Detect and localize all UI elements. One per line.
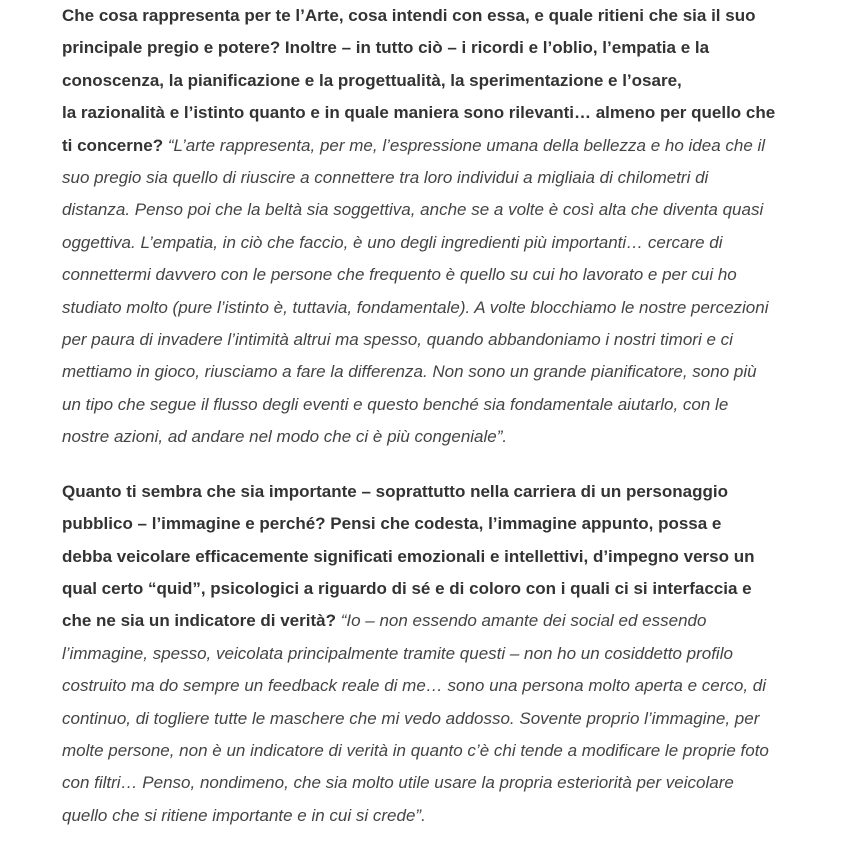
question-text: Che cosa rappresenta per te l’Arte, cosa intendi con essa, e quale ritieni che sia il suo xyxy=(62,6,756,25)
answer-text: molte persone, non è un indicatore di verità in quanto c’è chi tende a modificare le proprie foto xyxy=(62,740,769,760)
text-line xyxy=(62,638,822,670)
text-line xyxy=(62,356,822,388)
text-line xyxy=(62,389,822,421)
answer-text: per paura di invadere l’intimità altrui ma spesso, quando abbandoniamo i nostri timori e ci xyxy=(62,330,733,350)
question-text: pubblico – l’immagine e perché? Pensi che codesta, l’immagine appunto, possa e xyxy=(62,514,722,534)
question-text: debba veicolare efficacemente significati emozionali e intellettivi, d’impegno verso un xyxy=(62,546,755,566)
answer-text: nostre azioni, ad andare nel modo che ci è più congeniale”. xyxy=(62,427,508,447)
answer-text: mettiamo in gioco, riusciamo a fare la differenza. Non sono un grande pianificatore, sono più xyxy=(62,362,757,382)
text-line xyxy=(62,162,822,194)
question-text: qual certo “quid”, psicologici a riguardo di sé e di coloro con i quali ci si interfaccia e xyxy=(62,578,752,598)
answer-text: “Io – non essendo amante dei social ed essendo xyxy=(340,611,707,631)
text-line xyxy=(62,194,822,226)
text-line xyxy=(62,324,822,356)
text-line xyxy=(62,130,822,162)
question-text: principale pregio e potere? Inoltre – in tutto ciò – i ricordi e l’oblio, l’empatia e la xyxy=(62,38,710,58)
answer-text: studiato molto (pure l’istinto è, tuttavia, fondamentale). A volte blocchiamo le nostre percezioni xyxy=(62,297,769,317)
text-line xyxy=(62,421,822,453)
qa-block-image xyxy=(62,476,822,832)
text-line xyxy=(62,292,822,324)
text-line xyxy=(62,800,822,832)
text-line xyxy=(62,703,822,735)
answer-text: oggettiva. L’empatia, in ciò che faccio, è uno degli ingredienti più importanti… cercare di xyxy=(62,232,723,252)
text-line xyxy=(62,670,822,702)
text-line xyxy=(62,97,822,129)
text-line xyxy=(62,32,822,64)
text-line xyxy=(62,65,822,97)
answer-text: continuo, di togliere tutte le maschere che mi vedo addosso. Sovente proprio l’immagine, per xyxy=(62,708,760,728)
qa-block-art xyxy=(62,0,822,454)
question-text: ti concerne? xyxy=(62,135,168,155)
text-line xyxy=(62,573,822,605)
text-line xyxy=(62,227,822,259)
answer-text: “L’arte rappresenta, per me, l’espressione umana della bellezza e ho idea che il xyxy=(167,135,766,155)
interview-article xyxy=(62,0,822,854)
answer-text: costruito ma do sempre un feedback reale di me… sono una persona molto aperta e cerco, di xyxy=(62,676,766,696)
answer-text: suo pregio sia quello di riuscire a connettere tra loro individui a migliaia di chilometri di xyxy=(62,168,709,188)
answer-text: con filtri… Penso, nondimeno, che sia molto utile usare la propria esteriorità per veicolare xyxy=(62,773,734,793)
text-line xyxy=(62,541,822,573)
question-text: che ne sia un indicatore di verità? xyxy=(62,611,341,631)
answer-text: connettermi davvero con le persone che frequento è quello su cui ho lavorato e per cui ho xyxy=(62,265,737,285)
text-line xyxy=(62,0,822,32)
question-text: la razionalità e l’istinto quanto e in quale maniera sono rilevanti… almeno per quello che xyxy=(62,103,776,123)
answer-text: distanza. Penso poi che la beltà sia soggettiva, anche se a volte è così alta che diventa quasi xyxy=(62,200,764,220)
text-line xyxy=(62,508,822,540)
answer-text: un tipo che segue il flusso degli eventi e questo benché sia fondamentale aiutarlo, con le xyxy=(62,394,729,414)
answer-text: quello che si ritiene importante e in cui si crede”. xyxy=(62,805,426,825)
question-text: Quanto ti sembra che sia importante – soprattutto nella carriera di un personaggio xyxy=(62,481,728,501)
text-line xyxy=(62,605,822,637)
text-line xyxy=(62,476,822,508)
question-text: conoscenza, la pianificazione e la progettualità, la sperimentazione e l’osare, xyxy=(62,70,682,90)
text-line xyxy=(62,735,822,767)
text-line xyxy=(62,767,822,799)
answer-text: l’immagine, spesso, veicolata principalmente tramite questi – non ho un cosiddetto profilo xyxy=(62,643,733,663)
text-line xyxy=(62,259,822,291)
